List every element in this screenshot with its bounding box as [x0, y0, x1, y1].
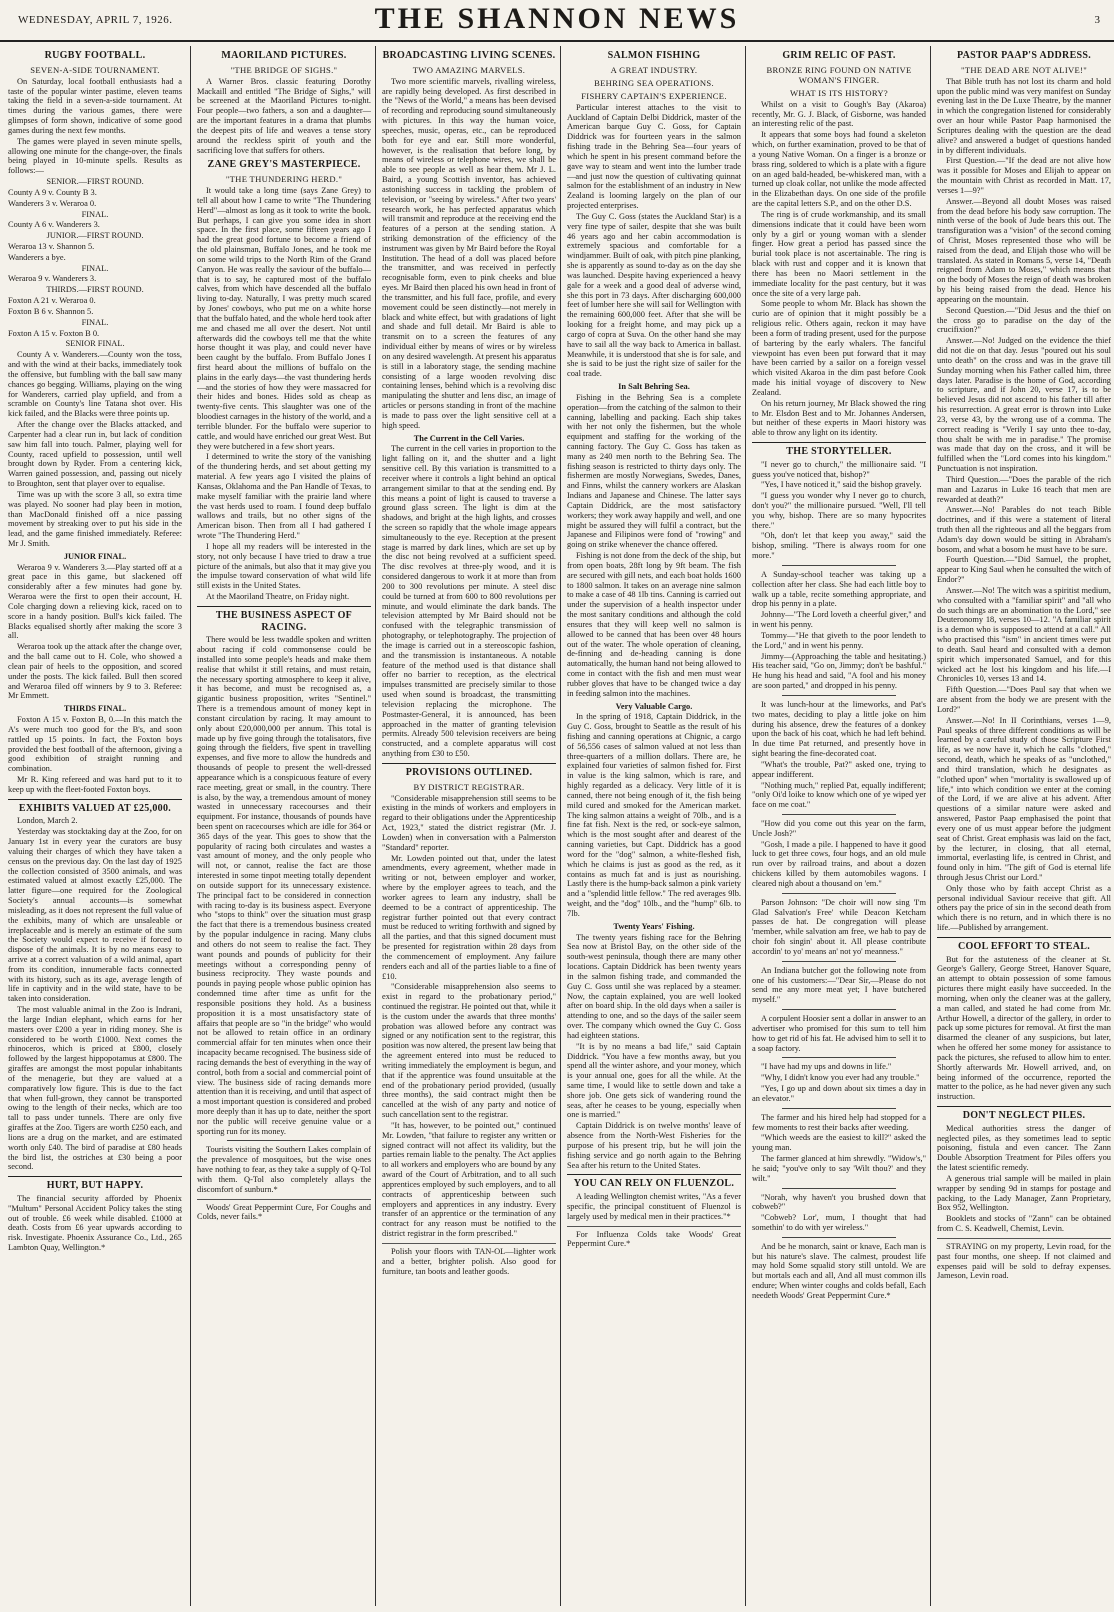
subhead-current: The Current in the Cell Varies.: [413, 433, 525, 443]
subhead-junior-final: JUNIOR FINAL.: [63, 551, 127, 561]
headline-grim-relic: GRIM RELIC OF PAST.: [782, 50, 896, 61]
paragraph: Two more scientific marvels, rivalling wireless, are rapidly being developed. As first described in the "News of the World," a means has been devised of recording and reproducing sound simultaneously with pictures. In this way the human voice, speeches, music, operas, etc., can be reproduced both for eye and ear. Still more wonderful, however, is the realisation that before long, by means of wireless or telephone wires, we shall be able to see people as well as hear them. Mr J. L. Baird, a young Scottish inventor, has achieved astonishing success in tackling the problem of television, or "seeing by wireless." After two years' research work, he has perfected apparatus which will transmit and reproduce at the receiving end the features of a person at the sending station. A striking demonstration of the efficiency of the instrument was given by Mr Baird before the Royal Institution. The head of a doll was placed before the transmitter, and was received in perfectly recognisable form, even to pink cheeks and blue eyes. Mr Baird then placed his own head in front of the transmitter, and his full face, profile, and every movement could be seen distinctly—not merely in black and white effect, but with gradations of light and shade and full detail. Mr Baird is able to transmit on to a screen the features of any individual either by means of wires or by wireless on any desired wavelength. At present his apparatus is still in a laboratory stage, the sending machine consisting of a large wooden revolving disc containing lenses, behind which is a revolving disc manipulating the shutter and lens disc, an image of articles or persons standing in front of the machine is made to pass over the light sensitive cell at a high speed.: [382, 76, 556, 430]
newspaper-title: THE SHANNON NEWS: [374, 2, 740, 35]
headline-business-racing: THE BUSINESS ASPECT OF RACING.: [197, 606, 371, 633]
paragraph: In the spring of 1918, Captain Diddrick, in the Guy C. Goss, brought to Seattle as the result of his fishing and canning operations at Chignic, a cargo of 56,556 cases of salmon valued at not less than three-quarters of a million dollars. There are, he explained four varieties of salmon fished for. First in value is the king salmon, which is rare, and highly regarded as a delicacy. Very little of it is canned, there not being enough of it, the fish being mild cured and smoked for the American market. The king salmon attains a weight of 70lb., and is a fine fat fish. Next is the red, or sock-eye salmon, which is the most sought after and dearest of the canning varieties, but Capt. Diddrick has a good word for the "dog" salmon, a white-fleshed fish, which he claims is just as good as the red, as it contains as much fat and is just as nourishing. Lastly there is the hump-back salmon a pink variety and a "splendid little fellow." The red averages 9lb. weight, and the "dog" 10lb., and the "hump" 6lb. to 7lb.: [567, 712, 741, 918]
result-line: Foxton A 21 v. Weraroa 0.: [8, 296, 96, 306]
result-line: Weraroa 9 v. Wanderers 3.: [8, 274, 97, 284]
divider: [782, 1057, 896, 1058]
headline-piles: DON'T NEGLECT PILES.: [937, 1106, 1111, 1122]
paragraph: Answer.—No! Judged on the evidence the thief did not die on that day. Jesus "poured out his soul unto death" on the cross and was in the grave till Sunday morning when his Father called him, three days later. Paradise is the home of God, according to scripture, and if John 20, verse 17, is to be believed Jesus did not ascend to his father till after his resurrection. A great error is thrown into Luke 23, verse 43, by the wrong use of a comma. The correct reading is "Verily I say unto thee to-day, thou shalt be with me in paradise." The promise was made that day on the cross, and it will be fulfilled when the "Lord comes into his kingdom." Punctuation is not inspiration.: [937, 336, 1111, 474]
paragraph: Captain Diddrick is on twelve months' leave of absence from the North-West Fisheries for the purpose of his present trip, but he will join the fishing service and go north again to the Behring Sea after his return to the United States.: [567, 1121, 741, 1170]
subhead-two-marvels: TWO AMAZING MARVELS.: [412, 64, 526, 75]
column-2: [197, 46, 371, 1606]
paragraph: After the change over the Blacks attacked, and Carpenter had a clear run in, but lack of condition saw him fall into touch. Palmer, playing well for County, raced upfield to possession, until well brought down by Ryder. From a centering kick, Warren gained possession, and, passing out nicely to Broughton, sent that player over to equalise.: [8, 420, 182, 489]
headline-maoriland: MAORILAND PICTURES.: [221, 50, 347, 61]
paragraph: "How did you come out this year on the farm, Uncle Josh?": [752, 819, 926, 838]
result-line: THIRDS.—FIRST ROUND.: [46, 285, 144, 295]
paragraph: "Considerable misapprehension still seems to be existing in the minds of workers and employers in regard to their obligations under the Apprenticeship Act, 1923," stated the district registrar (Mr. J. Lowden) when in conversation with a Palmerston "Standard" reporter.: [382, 793, 556, 852]
column-rule: [560, 46, 561, 1606]
column-6: [937, 46, 1111, 1606]
result-line: FINAL.: [81, 209, 109, 219]
headline-storyteller: THE STORYTELLER.: [752, 442, 926, 458]
paragraph: Fourth Question.—"Did Samuel, the prophet, appear to King Saul when he consulted the witch of Endor?": [937, 555, 1111, 585]
column-4: [567, 46, 741, 1606]
paragraph: Yesterday was stocktaking day at the Zoo, for on January 1st in every year the curators are busy valuing their charges of which they have taken a census on the previous day. On the last day of 1925 the collection consisted of 3500 animals, and was estimated valued at almost exactly £25,000. The latter figure—one required for the Zoological Society's annual accounts—is somewhat misleading, as it does not represent the full value of the exhibits, many of which are unsaleable or irreplaceable and is merely an estimate of the sum the Society would expect to receive if forced to dispose of the animals. It is by no means easy to arrive at a correct valuation of a wild animal, apart from its condition, innumerable facts connected with its history, such as its age, average length of life in captivity and in the wild state, have to be taken into consideration.: [8, 827, 182, 1004]
paragraph: Answer.—No! Parables do not teach Bible doctrines, and if this were a statement of literal truth then all the righteous and all the beggars from Adam's day down would be sitting in Abraham's bosom, and what a bosom he must have to be sure.: [937, 505, 1111, 554]
paragraph: "Cobweb? Lor', mum, I thought that had somethin' to do with yer wireless.": [752, 1213, 926, 1232]
advertisement: The financial security afforded by Phoenix "Multum" Personal Accident Policy takes the sting out of trouble. £6 week while disabled. £1000 at death. Costs from £6 year upwards according to risk. Investigate. Phoenix Assurance Co., Ltd., 265 Lambton Quay, Wellington.*: [8, 1193, 182, 1253]
headline-pastor-paap: PASTOR PAAP'S ADDRESS.: [956, 50, 1092, 61]
paragraph: A Warner Bros. classic featuring Dorothy Mackaill and entitled "The Bridge of Sighs," will be screened at the Maoriland Pictures to-night. Four people—two fathers, a son and a daughter—are the important features in a drama that plumbs the deepest pits of life and weaves a tense story around the reckless spirit of youth and the sacrificing love that suffers for others.: [197, 76, 371, 155]
divider: [782, 961, 896, 962]
column-rule: [190, 46, 191, 1606]
headline-rugby: RUGBY FOOTBALL.: [44, 50, 146, 61]
subhead-thundering-herd: "THE THUNDERING HERD.": [225, 174, 343, 185]
paragraph: Tommy—"He that giveth to the poor lendeth to the Lord," and in went his penny.: [752, 630, 926, 650]
paragraph: Foxton A 15 v. Foxton B, 0.—In this match the A's were much too good for the B's, and soon rattled up 15 points. In fact, the Foxton boys provided the best football of the afternoon, giving a good exhibition of straight running and combination.: [8, 715, 182, 774]
paragraph: Particular interest attaches to the visit to Auckland of Captain Delbi Diddrick, master of the American barque Guy C. Goss, for Captain Diddrick was for fourteen years in the salmon fishing trade in the Behring Sea—four years of which he spent in his present command before the gave way to steam and went into the lumber trade—and just now the question of cultivating quinnat salmon for the establishment of an industry in New Zealand is looming largely on the plan of our projected enterprises.: [567, 102, 741, 211]
subhead-bridge-of-sighs: "THE BRIDGE OF SIGHS.": [230, 64, 338, 75]
paragraph: The Guy C. Goss (states the Auckland Star) is a very fine type of sailer, despite that she was built 46 years ago and her cabin accommodation is extremely spacious and comfortable for a windjammer. Built of oak, with pitch pine planking, she is apparently as sound to-day as on the day she was launched. Despite having experienced a heavy gale for a week and a good deal of adverse wind, she this port in 73 days. After discharging 600,000 feet of lumber here she will sail for Wellington with the remaining 600,000 feet. After that she will be looking for a freight home, and may pick up a cargo of copra at Suva. On the other hand she may have to sail all the way back to America in ballast. Meanwhile, it is understood that she is for sale, and she is said to be just the right size of sailer for the coal trade.: [567, 211, 741, 379]
paragraph: Weraroa took up the attack after the change over, and the ball came out to H. Cole, who showed a clean pair of heels to the opposition, and scored under the posts. The kick failed. Bull then scored and Weraroa filed off winners by 9 to 3. Referee: Mr Emmett.: [8, 642, 182, 701]
subhead-twenty-years: Twenty Years' Fishing.: [613, 921, 695, 931]
paragraph: Third Question.—"Does the parable of the rich man and Lazarus in Luke 16 teach that men are rewarded at death?": [937, 474, 1111, 504]
paragraph: Fifth Question.—"Does Paul say that when we are absent from the body we are present with the Lord?": [937, 685, 1111, 714]
paragraph: A Sunday-school teacher was taking up a collection after her class. She had each little boy to walk up a table, recite something appropriate, and drop his penny in a plate.: [752, 569, 926, 609]
result-line: FINAL.: [81, 317, 109, 327]
advertisement: For Influenza Colds take Woods' Great Peppermint Cure.*: [567, 1226, 741, 1250]
subhead-dead-not-alive: "THE DEAD ARE NOT ALIVE!": [960, 64, 1088, 75]
page-number: 3: [1094, 14, 1100, 26]
paragraph: Booklets and stocks of "Zann" can be obtained from C. S. Keadwell, Chemist, Levin.: [937, 1214, 1111, 1234]
paragraph: Answer.—No! In II Corinthians, verses 1—9, Paul speaks of three different conditions as will be learned by a careful study of those Scripture First life, as we now have it, which he calls "clothed," second, death, which he speaks of as "unclothed," and third translation, which he designates as "clothed upon" when "mortality is swallowed up of life," into which condition we enter at the coming of the Lord, if we are alive at his advent. After questions of a similar nature were asked and answered, Pastor Paap emphasised the point that every one of us must appear before the judgment seat of Christ. Great emphasis was laid on the fact, by the lecturer, in closing, that all eternal, immortal, everlasting life, is centred in Christ, and found only in him. "The gift of God is eternal life through Jesus Christ our Lord.": [937, 715, 1111, 882]
result-line: County A 9 v. County B 3.: [8, 187, 97, 197]
advertisement: A leading Wellington chemist writes, "As a fever specific, the principal constituent of Fluenzol is largely used by medical men in their practices."*: [567, 1192, 741, 1221]
paragraph: "It has, however, to be pointed out," continued Mr. Lowden, "that failure to register any written or signed contract will not affect its validity, but the parties remain liable to the penalty. The Act applies to all workers and employers who are bound by any award of the Court of Arbitration, and to all such apprentices employed by such employers, and to all contracts of apprenticeship between such employers and apprentices in any industry. Every transfer of an apprentice or the termination of any contract for any reason must be notified to the district registrar in the form prescribed.": [382, 1120, 556, 1239]
paragraph: Jimmy—(Approaching the table and hesitating.) His teacher said, "Go on, Jimmy; don't be bashful." He hung his head and said, "A fool and his money are soon parted," and dropped in his penny.: [752, 651, 926, 691]
headline-zane-grey: ZANE GREY'S MASTERPIECE.: [207, 159, 361, 171]
verse-advertisement: And be he monarch, saint or knave, Each man is but his nature's slave. The calmest, proudest life may hold Some squalid story still untold. We are but mortals each and all, And all must common ills endure; When winter coughs and colds befall, Each needeth Woods' Great Peppermint Cure.*: [752, 1241, 926, 1300]
subhead-thirds-final: THIRDS FINAL.: [63, 704, 127, 714]
paragraph: "Norah, why haven't you brushed down that cobweb?": [752, 1192, 926, 1212]
paragraph: The current in the cell varies in proportion to the light falling on it, and the shutter and a light sensitive cell. By this variation is transmitted to a receiver where it controls a light behind an optical arrangement similar to that at the sending end. By this means a point of light is caused to traverse a ground glass screen. The light is dim at the shadows, and bright at the high lights, and crosses the screen so rapidly that the whole image appears simultaneously to the eye. Reception at the present stage is marred by dark lines, which are set up by the disc not being revolved at a sufficient speed. The disc revolves at three-ply wood, and it is considered dangerous to work it at more than from 200 to 300 revolutions per minute. A steel disc could be turned at from 600 to 800 revolutions per minute, and would eliminate the dark bands. The television attempted by Mr Baird should not be confused with the telegraphic transmission of photography, or telephotography. The projection of the image is carried out in a stereoscopic fashion, and the transmission is instantaneous. A notable feature of the method used is that distance shall offer no barrier to reception, as the electrical impulses transmitted are precisely similar to those used when sound is broadcast, the transmitting television replacing the microphone. The Postmaster-General, it is announced, has been approached in the matter of granting television permits. Already 500 television receivers are being constructed, and a complete apparatus will cost anything from £30 to £50.: [382, 444, 556, 759]
result-line: SENIOR.—FIRST ROUND.: [46, 177, 144, 187]
paragraph: County A v. Wanderers.—County won the toss, and with the wind at their backs, immediately took the offensive, but fumbling with the ball saw many chances go begging. Williams, playing on the wing for Wanderers, carried play upfield, and from a scramble on County's line Tatana shot over. His kick failed, and the Blacks were three points up.: [8, 350, 182, 419]
paragraph: It would take a long time (says Zane Grey) to tell all about how I came to write "The Thundering Herd"—almost as long as it took to write the book. But perhaps, I can give you some idea in short space. In the first place, some fifteen years ago I had the great good fortune to become a friend of the old plainsman, Buffalo Jones, and he took me on some wild trips to the North Rim of the Grand Canyon. He was really the saviour of the buffalo—that is to say, he captured most of the buffalo calves, from which have descended all the buffalo living to-day. Naturally, I was pretty much scared by Jones' cowboys, who put me on a white horse that the buffalo hated, and the whole herd took after me and chased me all over the desert. Not until afterwards did the cowboys tell me that the white horse thought it was play, and could never have been caught by the buffalo. From Buffalo Jones I first heard about the millions of buffalo on the plains in the early days—the vast thundering herds—and the stories of how they were massacred for their hides and bones. Hides sold as cheap as twenty-five cents. This slaughter was one of the bloodiest carnages in the history of the world, and a terrible blunder. For the buffalo were superior to cattle, and would have enriched our great West. But they were butchered in a few short years.: [197, 186, 371, 451]
divider: [782, 695, 896, 696]
paragraph: Weraroa 9 v. Wanderers 3.—Play started off at a great pace in this game, but slackened off considerably after a few minutes had gone by. Weraroa were the first to open their account, H. Cole charging down a relieving kick, raced on to score in a handy position. Bull's kick failed. The Blacks equalised shortly after making the score 3 all.: [8, 562, 182, 641]
paragraph: Tourists visiting the Southern Lakes complain of the prevalence of mosquitoes, but the wise ones have nothing to fear, as they take a supply of Q-Tol with them. Q-Tol also completely allays the discomfort of sunburn.*: [197, 1145, 371, 1194]
paragraph: "Gosh, I made a pile. I happened to have it good luck to get three cows, four hogs, and an old mule run over by railroad trains, and about a dozen chickens killed by them automobiles wagons. I cleared nigh about a thousand on 'em.": [752, 839, 926, 888]
paragraph: "It is by no means a bad life," said Captain Diddrick. "You have a few months away, but you spend all the winter ashore, and your money, which is your annual one, goes for all the while. At the same time, I would like to settle down and take a shore job. One gets sick of wandering round the seas, after he ceases to be young, especially when one is married.": [567, 1041, 741, 1120]
paragraph: There would be less twaddle spoken and written about racing if cold commonsense could be installed into some people's heads and make them realise that whilst it still retains, and must retain, the necessary sporting atmosphere to keep it alive, it has become, and must be recognised as, a gigantic business proposition, writes "Sentinel." There is a tremendous amount of money kept in constant circulation by racing. It may amount to only about £20,000,000 per annum. This total is made up by five going through the totalisators, five going through the fielders, five spent in travelling expenses, and five more to allow the hundreds and thousands of people to present the well-dressed appearance which is a conspicuous feature of every race meeting, great or small, in the country. There is also, by the way, a tremendous amount of money wasted in unnecessary racecourses and their equipment. For instance, thousands of pounds have been spent on racecourses which are idle for 364 or 365 days of the year. This goes to show that the popularity of racing both circulates and wastes a vast amount of money, and the only people who will not, or cannot, realise the fact are those interested in some tinpot meeting totally dependent on outside support for its unnecessary existence. The principal fact to be considered in connection with racing to-day is its business aspect. Everyone who "stops to think" over the situation must grasp the fact that there is a tremendous business created by the popular indulgence in racing. Many clubs and others do not seem to realise the fact. They want pounds and pounds of publicity for their meetings without a corresponding penny of business reciprocity. They waste pounds and pounds in paying people whose public opinion has condemned time after time as unfit for the responsible positions they hold. As a business proposition it is a most unsatisfactory state of affairs that people are so "in the bridge" who would not be allowed to retain office in an ordinary commercial affair for ten minutes when once their incapacity became recognised. The business side of racing demands the best of everything in the way of control, both from a social and commercial point of view. The business side of racing demands more attention than it is receiving, and until that aspect of a most important question is considered and probed more deeply than it has up to date, neither the sport nor the public will receive genuine value or a sporting run for its money.: [197, 635, 371, 1136]
paragraph: On his return journey, Mr Black showed the ring to Mr. Elsdon Best and to Mr. Johannes Andersen, but neither of these experts in Maori history was able to throw any light on its identity.: [752, 398, 926, 438]
paragraph: Fishing in the Behring Sea is a complete operation—from the catching of the salmon to their canning, labelling and packing. Each ship takes with her not only the fishermen, but the whole equipment and staffing for the working of the canning factory. The Guy C. Goss has taken as many as 240 men north to the Behring Sea. The fishing season is restricted to thirty days only. The fishermen are mostly Norwegians, Swedes, Danes, and Finns, whilst the cannery workers are Alaskan Indians and Japanese and Chinese. The latter says Captain Diddrick, are the most satisfactory workers; they work away happily and well, and one might be assured they will fulfil a contract, but the Japanese and Filipinos were fond of "rowing" and going on strike whenever the chance offered.: [567, 392, 741, 550]
paragraph: The ring is of crude workmanship, and its small dimensions indicate that it could have been worn only by a girl or young woman with a slender finger. How great a period has passed since the burial took place is not ascertainable. The ring is black with rust and copper and it is known that there has been no Maori settlement in the immediate locality for the past century, but it was once the site of a very large pah.: [752, 209, 926, 298]
paragraph: Some people to whom Mr. Black has shown the curio are of opinion that it might possibly be a religious relic. Others again, reckon it may have been a form of trading present, used for the purpose of bartering by the early whalers. The fanciful viewpoint has even been put forward that it may have been carried by a sailor on a foreign vessel which visited Akaroa in the dim past before Cook made his initial voyage of discovery to New Zealand.: [752, 299, 926, 397]
result-line: County A 6 v. Wanderers 3.: [8, 220, 100, 230]
column-rule: [745, 46, 746, 1606]
headline-provisions: PROVISIONS OUTLINED.: [382, 763, 556, 779]
paragraph: A generous trial sample will be mailed in plain wrapper by sending 9d in stamps for postage and packing, to the Lady Manager, Zann Proprietary, Box 952, Wellington.: [937, 1173, 1111, 1213]
paragraph: The farmer glanced at him shrewdly. "Widow's," he said; "you've only to say 'Wilt thou?' and they wilt.": [752, 1154, 926, 1183]
result-line: FINAL.: [81, 263, 109, 273]
paragraph: At the Maoriland Theatre, on Friday night.: [206, 592, 350, 602]
paragraph: Mr R. King refereed and was hard put to it to keep up with the fleet-footed Foxton boys.: [8, 775, 182, 794]
headline-cool-effort: COOL EFFORT TO STEAL.: [937, 937, 1111, 953]
divider: [782, 814, 896, 815]
divider: [227, 1140, 341, 1141]
column-5: [752, 46, 926, 1606]
paragraph: First Question.—"If the dead are not alive how was it possible for Moses and Elijah to appear on the mountain with Christ as recorded in Matt. 17, verses 1—9?": [937, 156, 1111, 195]
paragraph: It appears that some boys had found a skeleton which, on further examination, proved to be that of a young Native Woman. On a finger is a bronze or brass ring, soldered to which is a plate with a figure on an aged bald-headed, be-whiskered man, with a turned up cloak collar, not unlike the mode affected in the Elizabethan days. On one side of the profile are the capital letters S.P., and on the other D.S.: [752, 130, 926, 209]
paragraph: Answer.—Beyond all doubt Moses was raised from the dead before his body saw corruption. The ninth verse of the book of Jude bears this out. The transfiguration was a "vision" of the second coming of Christ, Moses represented those who will be raised from the dead, and Elijah those who will be translated. As stated in Romans 5, verse 14, "Death reigned from Adam to Moses," which means that on the body of Moses the reign of death was broken by his being raised from the dead. Hence his appearing on the mountain.: [937, 196, 1111, 304]
advertisement: Polish your floors with TAN-OL—lighter work and a better, brighter polish. Also good for furniture, tan boots and leather goods.: [382, 1243, 556, 1276]
paragraph: The farmer and his hired help had stopped for a few moments to rest their backs after weeding.: [752, 1112, 926, 1132]
subhead-registrar: BY DISTRICT REGISTRAR.: [413, 781, 525, 792]
paragraph: An Indiana butcher got the following note from one of his customers:—"Dear Sir,—Please do not send me any more meat yet; I have butchered myself.": [752, 965, 926, 1005]
column-3: [382, 46, 556, 1606]
column-rule: [930, 46, 931, 1606]
paragraph: Fishing is not done from the deck of the ship, but from open boats, 28ft long by 9ft beam. The fish are secured with gill nets, and each boat holds 1600 to 1800 salmon. It takes on an average nine salmon to make a case of 48 1lb tins. Canning is carried out under the supervision of a health inspector under the most sanitary conditions and although the cold ensures that they will keep well no salmon is allowed to be canned that has been over 48 hours out of the water. The whole operation of cleaning, de-finning and de-heading canning is done automatically, the human hand not being allowed to come in contact with the fish and men must wear rubber gloves that have to be changed twice a day in feeding salmon into the machines.: [567, 551, 741, 698]
paragraph: Answer.—No! The witch was a spiritist medium, who consulted with a "familiar spirit" and "all who do such things are an abomination to the Lord," see Deuteronomy 18, verses 10—12. "A familiar spirit is a demon who is supposed to attend at a call." All who practised this "ism" in ancient times were put to death. Saul heard and consulted with a demon spirit which impersonated Samuel, and for this wicked act he lost his kingdom and his life.—I Chronicles 10, verses 13 and 14.: [937, 585, 1111, 684]
paragraph: "Yes, I go up and down about six times a day in an elevator.": [752, 1084, 926, 1103]
headline-hurt-but-happy: HURT, BUT HAPPY.: [8, 1176, 182, 1192]
paragraph: Parson Johnson: "De choir will now sing 'I'm Glad Salvation's Free' while Deacon Ketcham passes de hat. De congregation will please 'member, while salvation am free, we hab to pay de choir foh singin' about it. All please contribute accordin' to yo' means an' not yo' meanness.": [752, 897, 926, 956]
classified-notice: STRAYING on my property, Levin road, for the past four months, one sheep. If not claimed and expenses paid will be sold to defray expenses. Jameson, Levin road.: [937, 1238, 1111, 1281]
result-line: JUNIOR.—FIRST ROUND.: [46, 231, 144, 241]
paragraph: Second Question.—"Did Jesus and the thief on the cross go to paradise on the day of the crucifixion?": [937, 305, 1111, 335]
headline-salmon: SALMON FISHING: [607, 50, 701, 61]
dateline: London, March 2.: [17, 816, 78, 826]
paragraph: Only those who by faith accept Christ as a personal individual Saviour receive that gift. All others pay the price of sin in the second death from which there is no return, and in which there is no life.—Published by arrangement.: [937, 883, 1111, 933]
divider: [782, 893, 896, 894]
divider: [782, 565, 896, 566]
paragraph: Mr. Lowden pointed out that, under the latest amendments, every agreement, whether made in writing or not, between employer and worker, where by the employer agrees to teach, and the worker agrees to learn any industry, shall be deemed to be a contract of apprenticeship. The registrar further pointed out that every contract must be reduced to writing forthwith and signed by all the parties, and that this signed document must be presented for registration within 28 days from the commencement of employment. Any failure renders each and all of the parties liable to a fine of £10.: [382, 853, 556, 981]
paragraph: The games were played in seven minute spells, allowing one minute for the change-over, the finals being played in 10-minute spells. Results as follows:—: [8, 136, 182, 176]
subhead-salt-sea: In Salt Behring Sea.: [618, 382, 690, 392]
paragraph: Time was up with the score 3 all, so extra time was played. No sooner had play been in motion, than MacDonald finished off a nice passing movement by streaking over to put his side in the lead, and the game finished immediately. Referee: Mr J. Smith.: [8, 489, 182, 548]
paragraph: It was lunch-hour at the limeworks, and Pat's two mates, deciding to play a little joke on him during his absence, drew the features of a donkey upon the back of his coat, which he had left behind. In due time Pat returned, and presently hove in sight bearing the fine-decorated coat.: [752, 699, 926, 759]
paragraph: The most valuable animal in the Zoo is Indrani, the large Indian elephant, which earns for her masters over £200 a year in riding money. She is considered to be worth £1000. Next comes the rhinoceros, which is priced at £800, closely followed by the largest hippopotamus at £800. The giraffes are amongst the most popular inhabitants of the menagerie, but they are valued at a comparatively low figure. This is due to the fact that when full-grown, they cannot be transported owing to the length of their necks, which are too tall to pass under tunnels. There are only five giraffes at the Zoo. Tigers are worth £250 each, and lions are a drug on the market, and are estimated worth only £40. The bird of paradise at £80 heads the bird list, the ostriches at £30 being a poor second.: [8, 1005, 182, 1172]
subhead-bronze-ring: BRONZE RING FOUND ON NATIVE WOMAN'S FINGER.: [766, 64, 912, 85]
paragraph: "I never go to church," the millionaire said. "I guess you've noticed that, bishop?": [752, 459, 926, 479]
headline-fluenzol: YOU CAN RELY ON FLUENZOL.: [567, 1174, 741, 1190]
headline-exhibits: EXHIBITS VALUED AT £25,000.: [8, 799, 182, 815]
paragraph: On Saturday, local football enthusiasts had a taste of the popular winter pastime, eleven teams taking the field in a seven-a-side tournament. At times during the various games, there were glimpses of form shown, indicative of some good games during the next few months.: [8, 76, 182, 135]
paragraph: But for the astuteness of the cleaner at St. George's Gallery, George Street, Hanover Square, an attempt to obtain possession of some famous pictures there might easily have succeeded. In the morning, when only the cleaner was at the gallery, a man called, and stated he had come from Mr. Arthur Howell, a director of the gallery, in order to pack up some pictures for removal. At first the man disarmed the cleaner of any suspicions, but later, when he offered her some money for assistance to pack the pictures, she refused to allow him to enter. Shortly afterwards Mr. Howell arrived, and, on being informed of the occurrence, reported the matter to the police, as he had never given any such instruction.: [937, 954, 1111, 1102]
paragraph: I determined to write the story of the vanishing of the thundering herds, and set about getting my material. A few years ago I visited the plains of Kansas, Oklahoma and the Pan Handle of Texas, to make myself familiar with the prairie land where the vast herds used to roam. I found deep buffalo wallows and trails, but no other signs of the American bison. Then from all I had gathered I wrote "The Thundering Herd.": [197, 452, 371, 541]
paragraph: "Oh, don't let that keep you away," said the bishop, smiling. "There is always room for one more.": [752, 531, 926, 561]
divider: [782, 1009, 896, 1010]
paragraph: "Considerable misapprehension also seems to exist in regard to the probationary period," continued the registrar. He pointed out that, while it is the custom under the awards that three months' probation was allowed before any contract was signed or any notification sent to the registrar, this position was now altered, the present law being that the agreement entered into must be reduced to writing immediately the employment is begun, and that if the apprentice was found unsuitable at the end of the probationary period provided, (usually three months), the said contract might then be cancelled at the wish of any party and notice of such cancellation sent to the registrar.: [382, 982, 556, 1120]
result-line: Foxton A 15 v. Foxton B 0.: [8, 328, 100, 338]
paragraph: "Yes, I have noticed it," said the bishop gravely.: [761, 480, 922, 490]
masthead: [0, 0, 1114, 42]
result-line: SENIOR FINAL.: [65, 339, 125, 349]
subhead-captain: FISHERY CAPTAIN'S EXPERIENCE.: [581, 90, 727, 101]
paragraph: Medical authorities stress the danger of neglected piles, as they sometimes lead to septic poisoning, fistula and even cancer. The Zann Double Absorption Treatment for Piles offers you the latest scientific remedy.: [937, 1123, 1111, 1173]
column-rule: [375, 46, 376, 1606]
paragraph: "Nothing much," replied Pat, equally indifferent; "only Oi'd loike to know which one of ye wiped yer face on me coat.": [752, 780, 926, 810]
issue-date: WEDNESDAY, APRIL 7, 1926.: [18, 14, 173, 26]
paragraph: Whilst on a visit to Gough's Bay (Akaroa) recently, Mr. G. J. Black, of Gisborne, was handed an interesting relic of the past.: [752, 99, 926, 129]
subhead-behring: BEHRING SEA OPERATIONS.: [594, 77, 714, 88]
paragraph: "Which weeds are the easiest to kill?" asked the young man.: [752, 1133, 926, 1153]
divider: [782, 1188, 896, 1189]
headline-broadcasting: BROADCASTING LIVING SCENES.: [382, 50, 556, 61]
subhead-industry: A GREAT INDUSTRY.: [610, 64, 698, 75]
paragraph: Johnny—"The Lord loveth a cheerful giver," and in went his penny.: [752, 610, 926, 630]
result-line: Wanderers 3 v. Weraroa 0.: [8, 198, 97, 208]
subhead-rugby: SEVEN-A-SIDE TOURNAMENT.: [30, 64, 160, 75]
subhead-history: WHAT IS ITS HISTORY?: [789, 87, 889, 98]
subhead-cargo: Very Valuable Cargo.: [615, 701, 693, 711]
result-line: Foxton B 6 v. Shannon 5.: [8, 306, 94, 316]
result-line: Wanderers a bye.: [8, 252, 66, 262]
paragraph: A corpulent Hoosier sent a dollar in answer to an advertiser who promised for this sum to tell him how to get rid of his fat. He advised him to sell it to a soap factory.: [752, 1014, 926, 1053]
advertisement: Woods' Great Peppermint Cure, For Coughs and Colds, never fails.*: [197, 1199, 371, 1223]
paragraph: "I guess you wonder why I never go to church, don't you?" the millionaire pursued. "Well, I'll tell you why, bishop. There are so many hypocrites there.": [752, 491, 926, 530]
column-1: [8, 46, 182, 1606]
paragraph: "I have had my ups and downs in life.": [761, 1062, 892, 1072]
divider: [782, 1237, 896, 1238]
paragraph: I hope all my readers will be interested in the story, not only because I have tried to draw a true picture of the animals, but also that it may give you the impulse toward conservation of what wild life still exists in the United States.: [197, 541, 371, 591]
paragraph: "Why, I didn't know you ever had any trouble.": [761, 1073, 920, 1083]
divider: [782, 1108, 896, 1109]
result-line: Weraroa 13 v. Shannon 5.: [8, 241, 95, 251]
paragraph: The twenty years fishing race for the Behring Sea now at Bristol Bay, on the other side of the south-west peninsula, though there are many other locations. Captain Diddrick has been twenty years in the salmon fishing trade, and commanded the Guy C. Goss until she was replaced by a steamer. Now, the captain explained, you are well looked after on board ship. In the old days when a sailer is attending to one, and so the days of the sailer seem over. The company which owned the Guy C. Goss had eighteen stations.: [567, 932, 741, 1040]
paragraph: That Bible truth has not lost its charm and hold upon the public mind was very manifest on Sunday evening last in the De Luxe Theatre, by the manner in which the congregation listened for considerably over an hour while Pastor Paap harmonised the Scriptures dealing with the question are the dead alive? and answered a budget of questions handed in by different individuals.: [937, 76, 1111, 155]
paragraph: "What's the trouble, Pat?" asked one, trying to appear indifferent.: [752, 759, 926, 779]
